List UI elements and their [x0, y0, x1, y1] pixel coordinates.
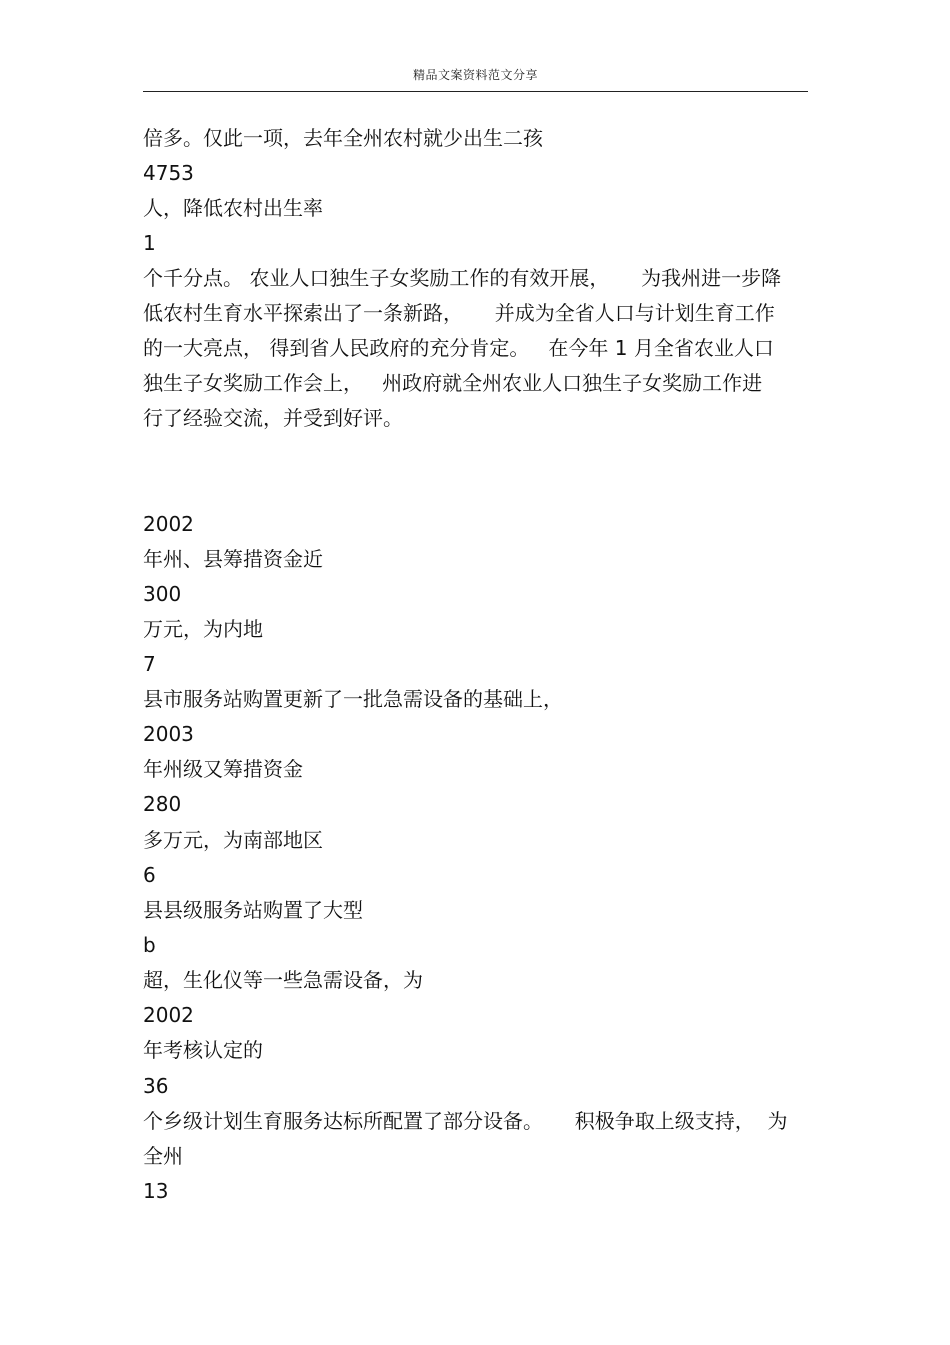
text-line: 人，降低农村出生率 — [143, 196, 323, 220]
text-line: 个乡级计划生育服务达标所配置了部分设备。 积极争取上级支持， 为 — [143, 1109, 788, 1133]
text-line: 县市服务站购置更新了一批急需设备的基础上， — [143, 687, 563, 711]
text-line: 个千分点。 农业人口独生子女奖励工作的有效开展， 为我州进一步降 — [143, 266, 782, 290]
text-line: 超，生化仪等一些急需设备，为 — [143, 968, 423, 992]
text-line: 多万元，为南部地区 — [143, 828, 323, 852]
text-line: 300 — [143, 582, 182, 606]
text-line: 36 — [143, 1074, 169, 1098]
text-line: 280 — [143, 792, 182, 816]
text-line: 2002 — [143, 1003, 194, 1027]
page-header-title: 精品文案资料范文分享 — [412, 68, 538, 82]
text-line: 2003 — [143, 722, 194, 746]
text-line: 7 — [143, 652, 156, 676]
text-line: 年考核认定的 — [143, 1038, 263, 1062]
text-line: 倍多。仅此一项，去年全州农村就少出生二孩 — [143, 126, 543, 150]
text-line: 4753 — [143, 161, 194, 185]
text-line: 全州 — [143, 1144, 183, 1168]
text-line: 低农村生育水平探索出了一条新路， 并成为全省人口与计划生育工作 — [143, 301, 775, 325]
text-line: 1 — [143, 231, 156, 255]
header-divider — [143, 91, 808, 92]
text-line: b — [143, 933, 156, 957]
text-line: 万元，为内地 — [143, 617, 263, 641]
text-line: 13 — [143, 1179, 169, 1203]
text-line: 独生子女奖励工作会上， 州政府就全州农业人口独生子女奖励工作进 — [143, 371, 763, 395]
text-line: 的一大亮点， 得到省人民政府的充分肯定。 在今年 1 月全省农业人口 — [143, 336, 774, 360]
text-line: 年州级又筹措资金 — [143, 757, 303, 781]
text-line: 行了经验交流，并受到好评。 — [143, 406, 403, 430]
text-line: 6 — [143, 863, 156, 887]
text-line: 县县级服务站购置了大型 — [143, 898, 363, 922]
text-line: 年州、县筹措资金近 — [143, 547, 323, 571]
text-line: 2002 — [143, 512, 194, 536]
